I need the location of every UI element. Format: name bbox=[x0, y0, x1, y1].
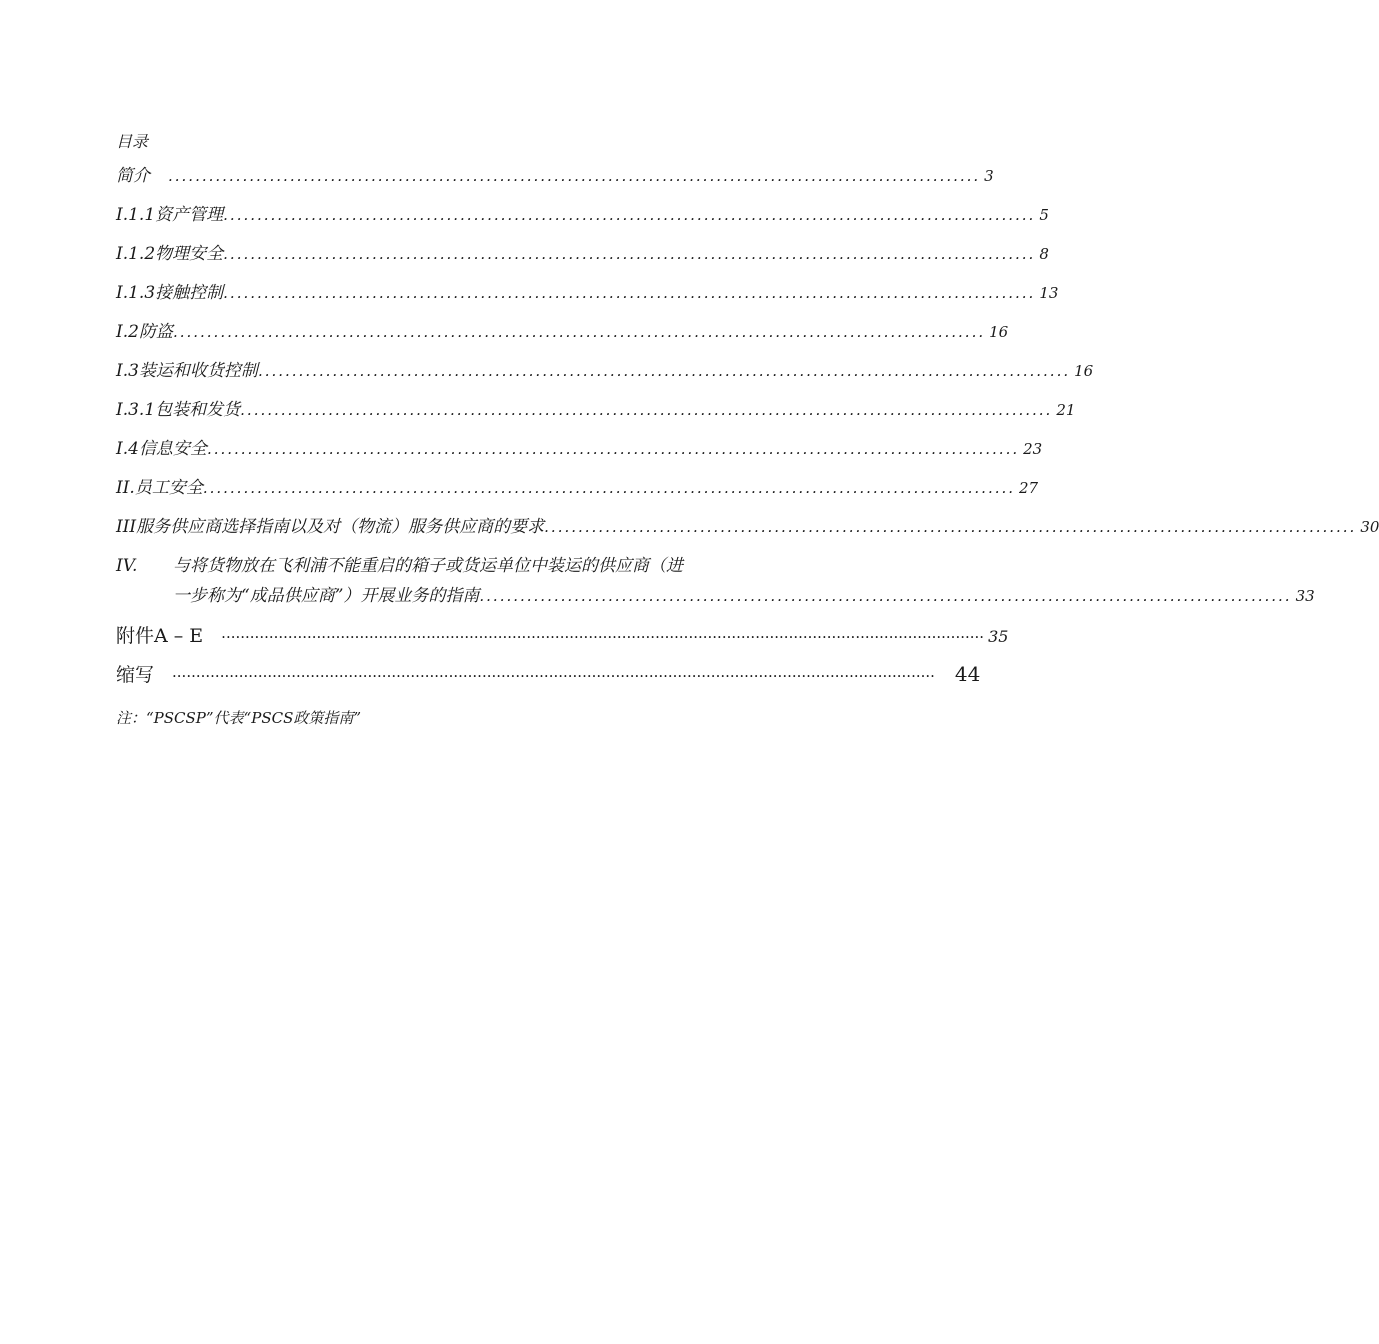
toc-entry-packaging-dispatch[interactable] bbox=[116, 391, 1076, 430]
toc-entry-page: 35 bbox=[988, 627, 1009, 646]
toc-entry-title-continued: 一步称为“成品供应商”）开展业务的指南 bbox=[173, 586, 480, 606]
toc-entry-staff-security[interactable] bbox=[116, 469, 1039, 508]
toc-entry-physical-security[interactable] bbox=[116, 235, 1049, 274]
toc-entry-finished-goods-suppliers[interactable] bbox=[116, 551, 1315, 611]
toc-entry-page: 16 bbox=[989, 323, 1009, 341]
toc-entry-title: I.3.1包装和发货 bbox=[116, 400, 241, 420]
toc-entry-number: IV. bbox=[116, 556, 138, 576]
toc-leader-dots: ........................................................................................................................ bbox=[223, 284, 1036, 302]
toc-entry-number: III bbox=[116, 517, 137, 537]
toc-leader-dots: ........................................................................................................................ bbox=[257, 362, 1071, 380]
toc-entry-number: I.4 bbox=[116, 439, 139, 459]
toc-entry-title: 与将货物放在飞利浦不能重启的箱子或货运单位中装运的供应商（进 bbox=[173, 556, 683, 576]
toc-leader-dots: ································································································································································ bbox=[221, 628, 985, 646]
toc-entry-page: 13 bbox=[1039, 284, 1059, 302]
toc-leader-dots: ........................................................................................................................ bbox=[544, 518, 1357, 536]
toc-entry-asset-management[interactable] bbox=[116, 196, 1049, 235]
toc-entry-theft-prevention[interactable] bbox=[116, 313, 1009, 352]
toc-entry-page: 27 bbox=[1019, 479, 1039, 497]
toc-entry-number: I.3 bbox=[116, 361, 139, 381]
toc-entry-title: 附件A – E bbox=[116, 625, 204, 647]
toc-leader-dots: ........................................................................................................................ bbox=[240, 401, 1053, 419]
toc-leader-dots: ........................................................................................................................ bbox=[172, 323, 986, 341]
toc-entry-title: 防盗 bbox=[138, 322, 173, 342]
toc-entry-title: I.1.1资产管理 bbox=[116, 205, 224, 225]
toc-entry-title: 员工安全 bbox=[134, 478, 203, 498]
toc-entry-service-provider[interactable] bbox=[116, 508, 1379, 547]
toc-entry-page: 3 bbox=[984, 167, 994, 185]
toc-leader-dots: ........................................................................................................................ bbox=[223, 206, 1036, 224]
toc-entry-shipping-receiving[interactable] bbox=[116, 352, 1094, 391]
toc-entry-title: 信息安全 bbox=[138, 439, 207, 459]
toc-entry-title: I.1.3接触控制 bbox=[116, 283, 224, 303]
toc-entry-page: 33 bbox=[1295, 587, 1315, 605]
toc-entry-title: 简介 bbox=[116, 166, 150, 186]
toc-leader-dots: ........................................................................................................................ bbox=[168, 167, 981, 185]
toc-entry-title: 装运和收货控制 bbox=[138, 361, 258, 381]
toc-entry-information-security[interactable] bbox=[116, 430, 1043, 469]
toc-entry-title: I.1.2物理安全 bbox=[116, 244, 224, 264]
toc-entry-page: 8 bbox=[1039, 245, 1049, 263]
toc-entry-page: 30 bbox=[1360, 518, 1379, 536]
toc-leader-dots: ........................................................................................................................ bbox=[223, 245, 1036, 263]
toc-entry-page: 16 bbox=[1074, 362, 1094, 380]
toc-entry-line-2 bbox=[116, 581, 1315, 611]
toc-leader-dots: ........................................................................................................................ bbox=[202, 479, 1016, 497]
toc-leader-dots: ........................................................................................................................ bbox=[206, 440, 1020, 458]
toc-entry-abbreviations[interactable] bbox=[116, 655, 981, 693]
toc-entry-number: I.2 bbox=[116, 322, 139, 342]
toc-leader-dots: ································································································································································ bbox=[172, 667, 935, 685]
toc-leader-dots: ........................................................................................................................ bbox=[479, 587, 1292, 605]
toc-entry-intro[interactable] bbox=[116, 157, 994, 196]
toc-note: 注：“PSCSP”代表“PSCS政策指南” bbox=[116, 709, 362, 727]
toc-entry-access-control[interactable] bbox=[116, 274, 1059, 313]
toc-entry-page: 21 bbox=[1056, 401, 1076, 419]
toc-entry-line-1 bbox=[116, 551, 844, 581]
toc-entry-appendix[interactable] bbox=[116, 617, 1009, 655]
toc-entry-title: 服务供应商选择指南以及对（物流）服务供应商的要求 bbox=[136, 517, 545, 537]
toc-entry-page: 5 bbox=[1039, 206, 1049, 224]
toc-entry-page: 23 bbox=[1023, 440, 1043, 458]
toc-entry-number: II. bbox=[116, 478, 135, 498]
toc-heading: 目录 bbox=[116, 132, 149, 151]
table-of-contents bbox=[116, 127, 1379, 728]
toc-entry-title: 缩写 bbox=[116, 664, 155, 686]
toc-entry-page: 44 bbox=[954, 662, 981, 686]
